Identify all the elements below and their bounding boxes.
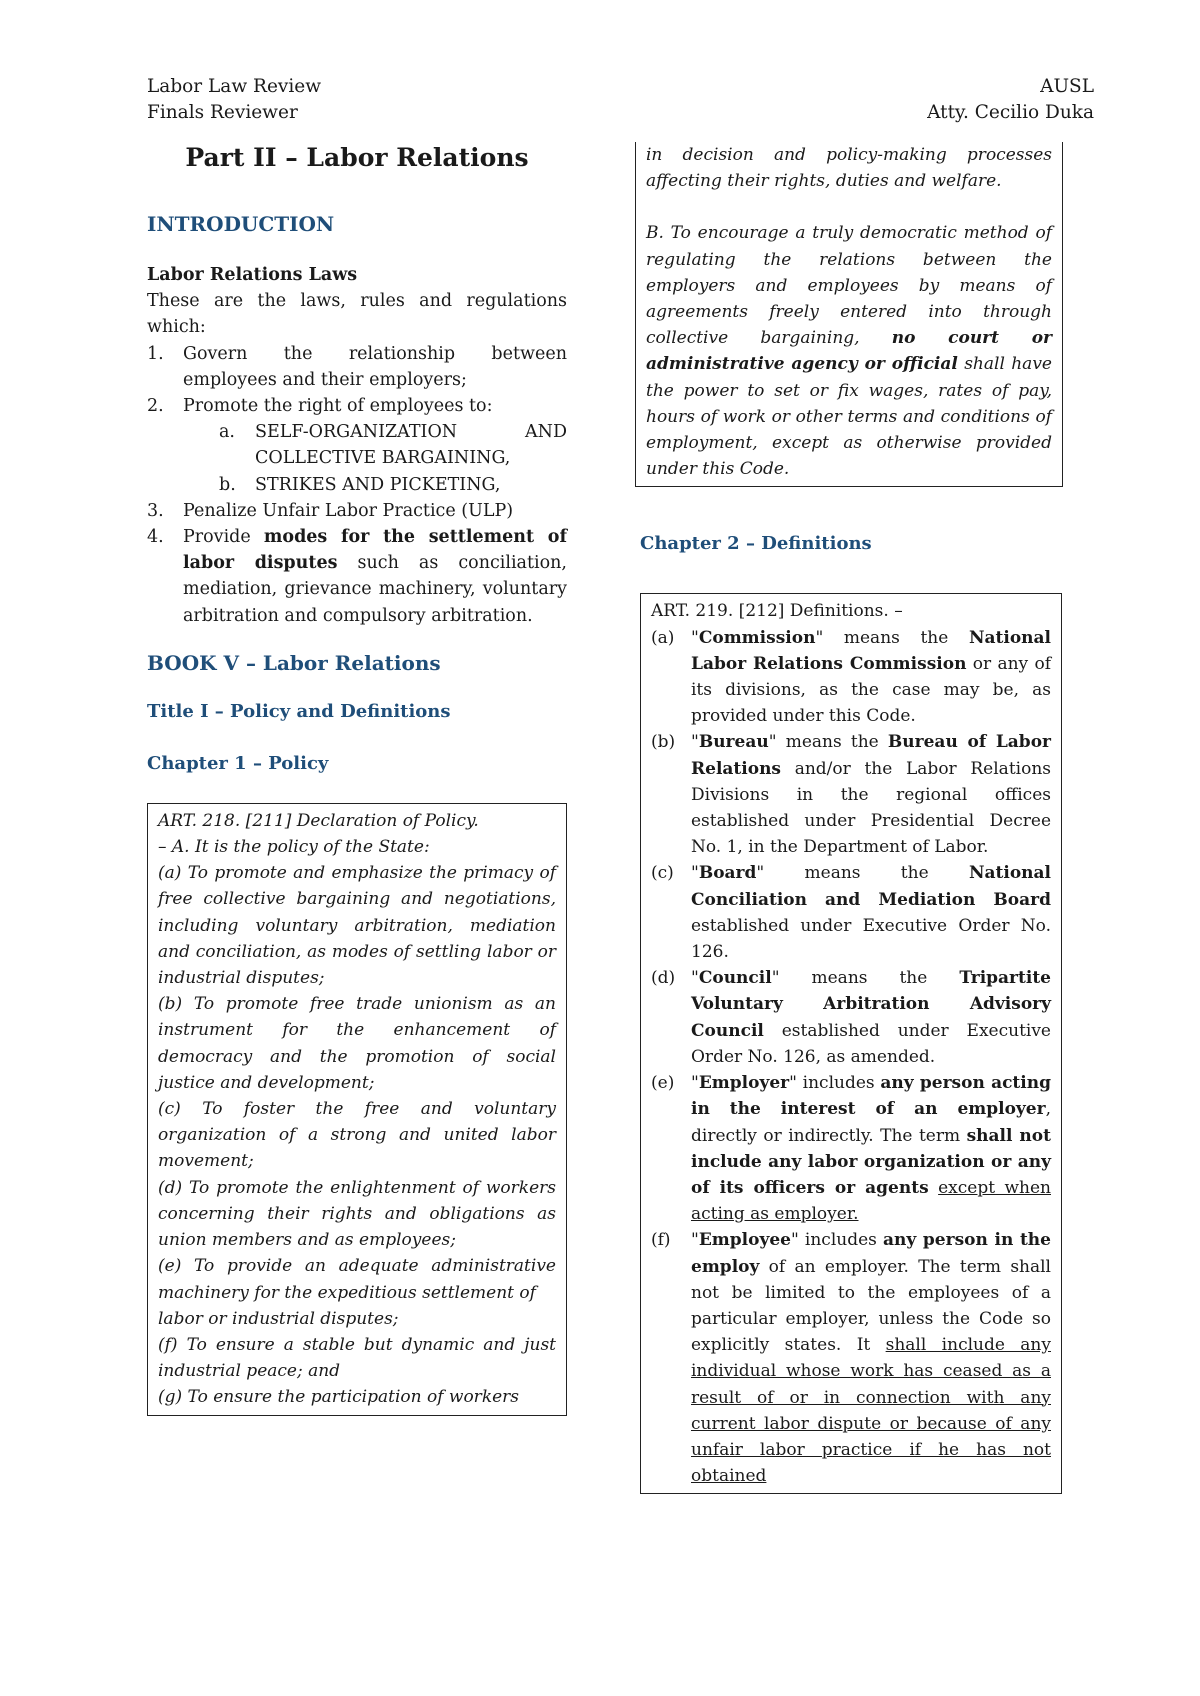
policy-b-part1: B. To encourage a truly democratic method of regulating the relations between the employers and employees by means of agreements freely entered into through collective bargaining, [646, 223, 1052, 349]
def-term: Council [698, 968, 772, 989]
policy-item-g: (g) To ensure the participation of workers [158, 1387, 520, 1408]
laws-lead: These are the laws, rules and regulations which: [147, 291, 567, 338]
list-marker: 1. [147, 343, 164, 364]
list-marker: (d) [651, 968, 676, 989]
policy-item-b: (b) To promote free trade unionism as an instrument for the enhancement of democracy and the promotion of social justice and development; [158, 994, 556, 1093]
list-marker: 4. [147, 527, 164, 548]
list-text: Govern the relationship between employees and their employers; [183, 343, 567, 390]
list-text: such as conciliation, mediation, grievance machinery, voluntary arbitration and compulsory arbitration. [183, 553, 567, 626]
policy-b-bold: no court or administrative agency or official [646, 328, 1052, 375]
def-text: or any of its divisions, as the case may be, as provided under this Code. [691, 653, 1051, 727]
def-underline: except when acting as employer. [691, 1177, 1051, 1225]
sub-list [183, 419, 567, 498]
policy-cont-text: in decision and policy-making processes affecting their rights, duties and welfare. [646, 145, 1052, 192]
def-text: and/or the Labor Relations Divisions in the regional offices established under Presidential Decree No. 1, in the Department of Labor. [691, 758, 1051, 858]
def-term: Employer [698, 1073, 790, 1094]
list-text: Provide [183, 527, 264, 548]
header-right [927, 74, 1094, 126]
def-text: " means the [768, 732, 888, 753]
policy-item-c: (c) To foster the free and voluntary organization of a strong and united labor movement; [158, 1099, 556, 1172]
list-marker: (c) [651, 863, 674, 884]
list-marker: (a) [651, 627, 675, 648]
def-bold: Bureau of Labor Relations [691, 732, 1051, 779]
list-text: Penalize Unfair Labor Practice (ULP) [183, 500, 514, 521]
def-text [929, 1178, 938, 1198]
book-heading: BOOK V – Labor Relations [147, 650, 441, 675]
def-term: Commission [698, 627, 816, 648]
def-text: established under Executive Order No. 126. [691, 915, 1051, 963]
course-title: Labor Law Review [147, 76, 322, 97]
policy-item-d: (d) To promote the enlightenment of workers concerning their rights and obligations as union members and as employees; [158, 1177, 556, 1251]
sub-list-item [183, 472, 567, 498]
definition-item [651, 625, 1051, 730]
list-text: Promote the right of employees to: [183, 396, 493, 417]
def-bold: National Conciliation and Mediation Board [691, 863, 1051, 910]
def-text: established under Executive Order No. 126, as amended. [691, 1020, 1051, 1067]
def-bold: Tripartite Voluntary Arbitration Advisory Council [691, 968, 1051, 1041]
def-term: Board [698, 863, 757, 884]
title-heading: Title I – Policy and Definitions [147, 700, 451, 722]
definition-item [651, 729, 1051, 860]
list-text: AND [525, 422, 567, 443]
def-text: " includes [789, 1073, 881, 1094]
sub-list-item [183, 419, 567, 471]
list-text-bold: modes for the settlement of labor disputes [183, 527, 567, 574]
definitions-box [640, 593, 1062, 1494]
list-marker: b. [219, 474, 236, 495]
list-marker: (f) [651, 1230, 671, 1251]
def-text: " [691, 732, 699, 753]
definition-item [651, 1227, 1051, 1489]
definition-item [651, 965, 1051, 1070]
list-marker: (e) [651, 1073, 675, 1094]
definition-item [651, 1070, 1051, 1227]
policy-b-text [646, 220, 1052, 482]
chapter1-heading: Chapter 1 – Policy [147, 752, 329, 774]
def-text: " [691, 968, 699, 989]
def-text: " [691, 863, 699, 884]
def-text: " [691, 627, 699, 648]
list-marker: 2. [147, 396, 164, 417]
list-marker: (b) [651, 732, 676, 753]
list-text: STRIKES AND PICKETING, [255, 474, 501, 495]
policy-item-e: (e) To provide an adequate administrative machinery for the expeditious settlement of [158, 1256, 556, 1303]
def-text: " includes [790, 1230, 884, 1251]
laws-list [147, 341, 567, 629]
def-text: , directly or indirectly. The term [691, 1099, 1051, 1146]
def-text: " [691, 1073, 699, 1094]
list-item [147, 524, 567, 629]
list-item [147, 393, 567, 498]
def-bold: any person acting in the interest of an employer [691, 1073, 1051, 1120]
policy-item-a: (a) To promote and emphasize the primacy of free collective bargaining and negotiations, including voluntary arbitration, mediation and conciliation, as modes of settling labor or industrial disputes; [158, 863, 556, 989]
policy-continuation-box [635, 142, 1063, 487]
def-term: Employee [698, 1230, 791, 1251]
def-text: " means the [815, 627, 969, 648]
policy-b-part2: shall have the power to set or fix wages, rates of pay, hours of work or other terms and conditions of employment, except as otherwise provided under this Code. [646, 354, 1052, 480]
chapter2-heading: Chapter 2 – Definitions [640, 533, 872, 555]
author-label: Atty. Cecilio Duka [927, 102, 1094, 123]
header-left [147, 74, 321, 126]
list-marker: a. [219, 422, 235, 443]
policy-item-e-cont: labor or industrial disputes; [158, 1308, 399, 1329]
school-label: AUSL [1040, 76, 1094, 97]
list-item [147, 341, 567, 393]
list-marker: 3. [147, 500, 164, 521]
def-text: " [691, 1230, 699, 1251]
def-text: of an employer. The term shall not be limited to the employees of a particular employer, unless the Code so explicitly states. It [691, 1256, 1051, 1356]
laws-heading: Labor Relations Laws [147, 265, 358, 285]
definitions-article: ART. 219. [212] Definitions. – [651, 601, 903, 622]
intro-heading: INTRODUCTION [147, 212, 335, 236]
def-text: " means the [756, 863, 969, 884]
def-underline: shall include any individual whose work has ceased as a result of or in connection with any current labor dispute or because of any unfair labor practice if he has not obtained [691, 1335, 1051, 1487]
list-text: SELF-ORGANIZATION [255, 422, 458, 443]
def-text: " means the [771, 968, 960, 989]
list-text: COLLECTIVE BARGAINING, [255, 448, 511, 469]
def-term: Bureau [698, 732, 769, 753]
definitions-list [651, 625, 1051, 1490]
policy-item-f: (f) To ensure a stable but dynamic and just industrial peace; and [158, 1334, 556, 1382]
policy-box [147, 803, 567, 1416]
policy-lead: – A. It is the policy of the State: [158, 837, 430, 858]
left-column [147, 142, 567, 1416]
list-item [147, 498, 567, 524]
def-bold: National Labor Relations Commission [691, 627, 1051, 674]
def-bold: shall not include any labor organization or any of its officers or agents [691, 1125, 1051, 1198]
part-title: Part II – Labor Relations [185, 143, 529, 172]
reviewer-label: Finals Reviewer [147, 102, 298, 123]
policy-article: ART. 218. [211] Declaration of Policy. [158, 810, 479, 831]
right-column [640, 142, 1060, 1494]
definition-item [651, 860, 1051, 965]
def-bold: any person in the employ [691, 1230, 1051, 1277]
